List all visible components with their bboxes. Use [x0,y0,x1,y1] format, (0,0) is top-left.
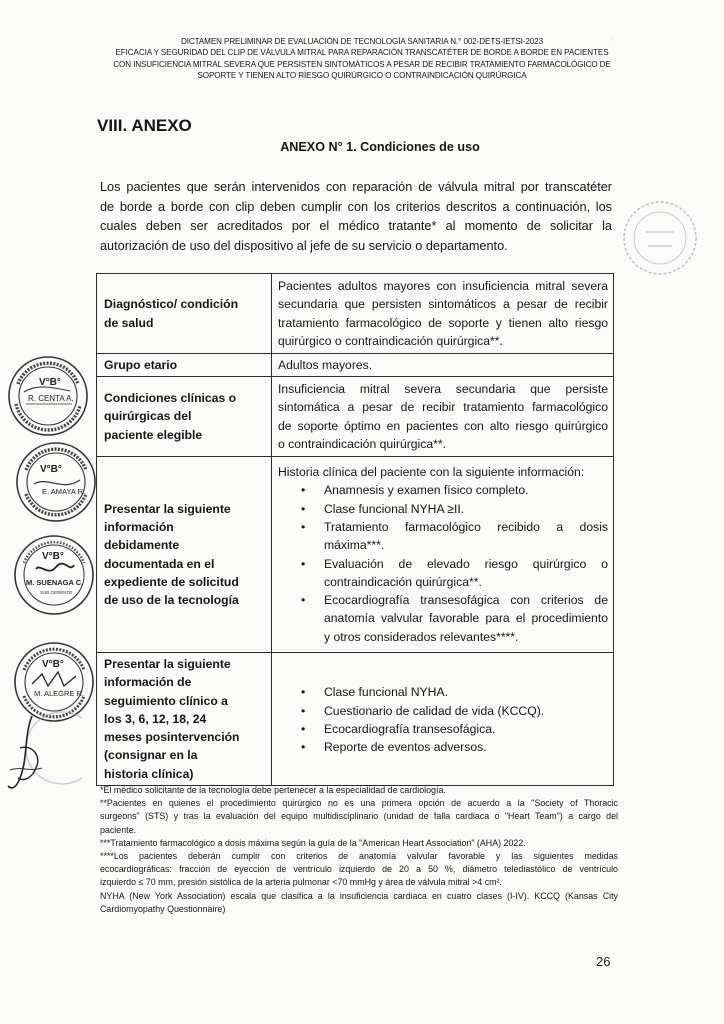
item-line: • Cuestionario de calidad de vida (KCCQ). [324,703,545,718]
stamp-vb: V°B° [40,464,62,475]
stamp-vb: V°B° [39,377,61,388]
follow-up-list [278,681,608,756]
item-line: • Clase funcional NYHA ≥II. [324,501,465,516]
label-line: seguimiento clínico a [104,693,228,708]
list-item [278,720,608,738]
stamp-vb: V°B° [42,551,64,562]
row-value [272,377,614,457]
intro-line: Los pacientes que serán intervenidos con reparación de válvula mitral por transcatéter [100,180,612,194]
label-line: (consignar en la [104,748,198,763]
list-item [278,500,608,518]
footnote-line: surgeons" (STS) y tras la evaluación del equipo multidisciplinario (unidad de falla cardiaca o "Heart Team") a cargo del [100,811,618,822]
label-line: quirúrgicas del [104,409,192,424]
footnote-line: NYHA (New York Association) escala que clasifica a la insuficiencia cardiaca en cuatro clases (I-IV). KCCQ (Kansas City [100,890,618,901]
label-line: información [104,519,174,534]
stamp-name: M. SUENAGA C. [26,578,84,587]
item-line: • Evaluación de elevado riesgo quirúrgico o [324,556,608,571]
label-line: Condiciones clínicas o [104,391,237,406]
stamp-seal-icon [6,354,90,438]
footnote-line: ***Tratamiento farmacológico a dosis máxima según la guía de la "American Heart Association" (AHA) 2022. [100,837,526,848]
list-item [278,481,608,499]
intro-line: cuales deben ser acreditados por el médico tratante* al momento de solicitar la [100,219,612,234]
list-item [278,591,608,646]
conditions-table [96,273,614,786]
scan-mark: ' [612,38,614,47]
value-line: tratamiento farmacológico de soporte y tienen alto riesgo [278,315,608,330]
label-line: expediente de solicitud [104,574,239,589]
row-label [97,274,272,354]
value-line: Adultos mayores. [278,357,373,372]
footnote-line: ecocardiográficas: fracción de eyección de ventrículo izquierdo de 20 a 50 %, diámetro telediastólico de ventrículo [100,864,618,875]
label-line: documentada en el [104,556,215,571]
info-list [278,481,608,646]
value-line: de soporte óptimo en pacientes con alto riesgo quirúrgico [278,418,608,433]
item-line: • Reporte de eventos adversos. [324,740,487,755]
annex-title: ANEXO N° 1. Condiciones de uso [280,140,480,154]
item-line: • Clase funcional NYHA. [324,685,448,700]
value-line: Pacientes adultos mayores con insuficiencia mitral severa [278,278,608,293]
stamp-seal-icon [12,533,96,617]
table-row-diagnosis [97,274,614,354]
faded-seal-icon [618,196,698,280]
list-item [278,518,608,555]
footnote-line: **Pacientes en quienes el procedimiento quirúrgico no es una primera opción de acuerdo a la "Society of Thoracic [100,798,618,809]
list-item [278,683,608,701]
list-item [278,555,608,592]
header-line: SOPORTE Y TIENEN ALTO RIESGO QUIRÚRGICO O CONTRAINDICACIÓN QUIRÚRGICA [197,71,527,81]
footnote-line: ****Los pacientes deberán cumplir con criterios de anatomía valvular favorable y las siguientes medidas [100,851,618,862]
item-line: • Anamnesis y examen físico completo. [324,483,529,498]
intro-line: autorización de uso del dispositivo al jefe de su servicio o departamento. [100,238,508,253]
item-line: • Tratamiento farmacológico recibido a dosis [324,519,608,534]
label-line: de uso de la tecnología [104,593,239,608]
table-row-follow-up [97,653,614,786]
intro-paragraph [100,178,612,256]
item-line: • Ecocardiografía transesofágica. [324,722,496,736]
item-line: contraindicación quirúrgica**. [324,574,482,589]
label-line: meses posintervención [104,730,240,745]
row-value [272,653,614,786]
stamp-name: M. ALEGRE R. [34,689,85,698]
stamp-ring: SUB GERENTE [40,590,73,595]
stamp-vb: V°B° [42,659,64,670]
row-label [97,377,272,457]
footnotes [100,784,618,916]
table-row-required-information [97,457,614,653]
header-line: EFICACIA Y SEGURIDAD DEL CLIP DE VÁLVULA MITRAL PARA REPARACIÓN TRANSCATÉTER DE BORDE A BORDE EN PACIENTES [115,48,609,58]
header-line: DICTAMEN PRELIMINAR DE EVALUACIÓN DE TECNOLOGÍA SANITARIA N.° 002-DETS-IETSI-2023 [181,37,543,46]
value-line: quirúrgico o contraindicación quirúrgica**. [278,333,503,348]
value-intro: Historia clínica del paciente con la siguiente información: [278,465,585,480]
row-value [272,457,614,653]
table-row-age-group [97,354,614,377]
page-number: 26 [596,954,611,969]
value-line: sintomática a pesar de recibir tratamiento farmacológico [278,400,608,415]
signature-icon [2,708,82,798]
footnote-line: izquierdo ≤ 70 mm, presión sistólica de la arteria pulmonar <70 mmHg y área de válvula mitral >4 cm². [100,877,502,888]
label-line: Diagnóstico/ condición [104,297,239,312]
label-line: Presentar la siguiente [104,501,231,516]
header-line: CON INSUFICIENCIA MITRAL SEVERA QUE PERSISTEN SINTOMÁTICOS A PESAR DE RECIBIR TRATAMIENTO FARMACOLÓGICO DE [113,59,611,69]
stamp-seal-icon [14,440,98,524]
intro-line: de borde a borde con clip deben cumplir con los criterios descritos a continuación, los [100,199,612,214]
table-row-clinical-conditions [97,377,614,457]
footnote-line: Cardiomyopathy Questionnaire) [100,903,226,914]
label-line: paciente elegible [104,427,203,442]
label-line: los 3, 6, 12, 18, 24 [104,711,207,726]
label-line: información de [104,675,192,690]
stamp-name: R. CENTA A. [28,394,74,403]
row-value [272,274,614,354]
item-line: y otros considerados relevantes****. [324,629,519,644]
row-label [97,653,272,786]
footnote-line: *El médico solicitante de la tecnología debe pertenecer a la especialidad de cardiología. [100,785,446,795]
value-line: secundaria que persisten sintomáticos a pesar de recibir [278,297,608,312]
list-item [278,702,608,720]
footnote-line: paciente. [100,824,137,835]
list-item [278,738,608,756]
item-line: máxima***. [324,538,385,553]
section-title: VIII. ANEXO [97,116,192,135]
stamp-name: E. AMAYA R. [42,487,86,496]
label-line: Presentar la siguiente [104,656,231,671]
label-line: debidamente [104,538,180,553]
row-label [97,457,272,653]
document-header [88,36,636,82]
value-line: o contraindicación quirúrgica**. [278,436,447,451]
row-value [272,354,614,377]
value-line: Insuficiencia mitral severa secundaria que persiste [278,381,608,396]
item-line: anatomía valvular favorable para el procedimiento [324,611,608,626]
label-line: Grupo etario [104,357,178,372]
item-line: • Ecocardiografía transesofágica con criterios de [324,593,608,608]
row-label [97,354,272,377]
label-line: historia clínica) [104,766,194,781]
label-line: de salud [104,315,154,330]
